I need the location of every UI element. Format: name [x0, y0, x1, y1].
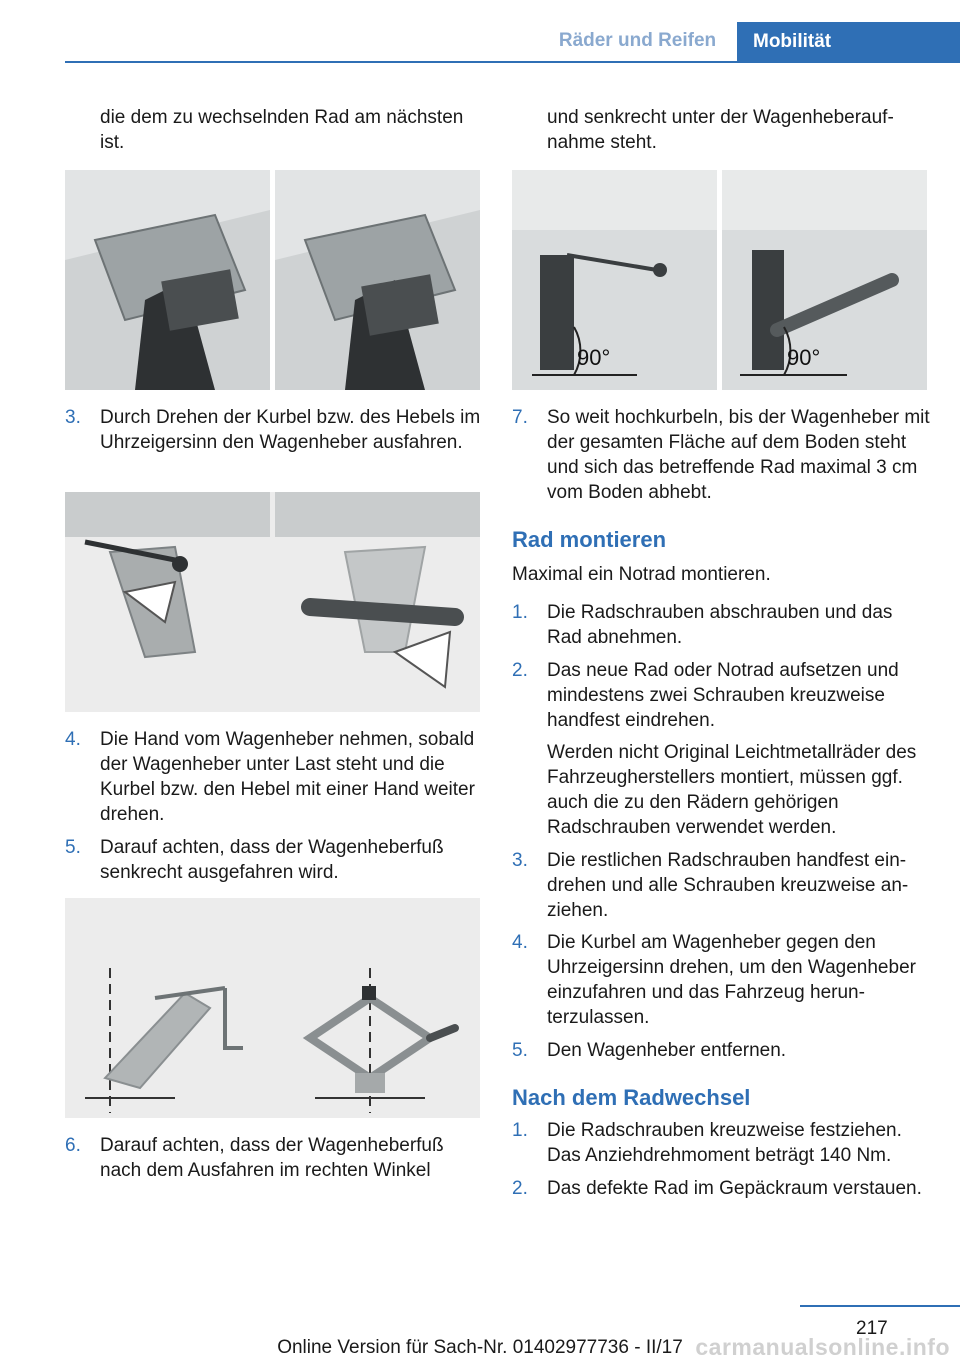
- angle-label-left: 90°: [577, 345, 611, 370]
- figure-right-angle: [512, 170, 927, 390]
- mount-step-3-number: 3.: [512, 850, 528, 871]
- angle-label-right: 90°: [787, 345, 821, 370]
- after-step-1-text: Die Radschrauben kreuzweise festziehen. Das Anziehdrehmoment beträgt 140 Nm.: [547, 1120, 902, 1166]
- after-step-2-number: 2.: [512, 1178, 528, 1199]
- heading-nach-dem-radwechsel: Nach dem Radwechsel: [512, 1085, 751, 1110]
- footer-rule: [800, 1305, 960, 1307]
- mount-step-2-note-text: Werden nicht Original Leichtmetallräder des Fahrzeugherstellers montiert, müssen ggf. auch die zu den Rädern gehörigen Radschrauben verwendet werden.: [547, 742, 917, 838]
- step-6-number: 6.: [65, 1135, 81, 1156]
- step-5-text: Darauf achten, dass der Wagenheberfuß senkrecht ausgefahren wird.: [100, 837, 444, 883]
- step-3-number: 3.: [65, 407, 81, 428]
- mount-step-5-number: 5.: [512, 1040, 528, 1061]
- mount-step-3-text: Die restlichen Radschrauben handfest eindrehen und alle Schrauben kreuzweise anziehen.: [547, 850, 909, 921]
- figure-jack-vertical: [65, 898, 480, 1118]
- right-column: [512, 0, 932, 1250]
- step-6-text: Darauf achten, dass der Wagenheberfuß nach dem Ausfahren im rechten Winkel: [100, 1135, 444, 1181]
- heading-rad-montieren: Rad montieren: [512, 527, 667, 552]
- left-column: [65, 0, 485, 1250]
- section-title: Räder und Reifen: [558, 30, 717, 51]
- step-5-number: 5.: [65, 837, 81, 858]
- step-4-text: Die Hand vom Wagenheber nehmen, sobald der Wagenheber unter Last steht und die Kurbel bzw. den Hebel mit einer Hand weiter drehen.: [100, 729, 475, 825]
- figure-jack-placement: [65, 170, 480, 390]
- step-7-number: 7.: [512, 407, 528, 428]
- step-7-text: So weit hochkurbeln, bis der Wagenheber mit der gesamten Fläche auf dem Boden steht und sich das betreffende Rad maximal 3 cm vom Boden abhebt.: [547, 407, 930, 503]
- step-3-text: Durch Drehen der Kurbel bzw. des Hebels im Uhrzeigersinn den Wagenheber ausfahren.: [100, 407, 481, 453]
- mount-step-2-number: 2.: [512, 660, 528, 681]
- mount-step-1-text: Die Radschrauben abschrauben und das Rad abnehmen.: [547, 602, 893, 648]
- mount-step-2-text: Das neue Rad oder Notrad aufsetzen und mindestens zwei Schrauben kreuzweise handfest eindrehen.: [547, 660, 899, 731]
- left-intro: die dem zu wechselnden Rad am nächsten ist.: [100, 107, 464, 153]
- online-version-note: Online Version für Sach-Nr. 01402977736 - II/17: [277, 1337, 683, 1358]
- watermark: carmanualsonline.info: [695, 1334, 950, 1360]
- step-4-number: 4.: [65, 729, 81, 750]
- after-step-1-number: 1.: [512, 1120, 528, 1141]
- right-intro: und senkrecht unter der Wagenheberaufnahme steht.: [547, 107, 894, 153]
- mount-step-4-text: Die Kurbel am Wagenheber gegen den Uhrzeigersinn drehen, um den Wagenheber einzufahren und das Fahrzeug herunterzulassen.: [547, 932, 916, 1028]
- mount-intro: Maximal ein Notrad montieren.: [512, 564, 771, 585]
- page-number: 217: [856, 1318, 888, 1339]
- mount-step-5-text: Den Wagenheber entfernen.: [547, 1040, 787, 1061]
- after-step-2-text: Das defekte Rad im Gepäckraum verstauen.: [547, 1178, 922, 1199]
- figure-crank-turning: [65, 492, 480, 712]
- mount-step-4-number: 4.: [512, 932, 528, 953]
- chapter-tab: Mobilität: [737, 22, 960, 62]
- mount-step-1-number: 1.: [512, 602, 528, 623]
